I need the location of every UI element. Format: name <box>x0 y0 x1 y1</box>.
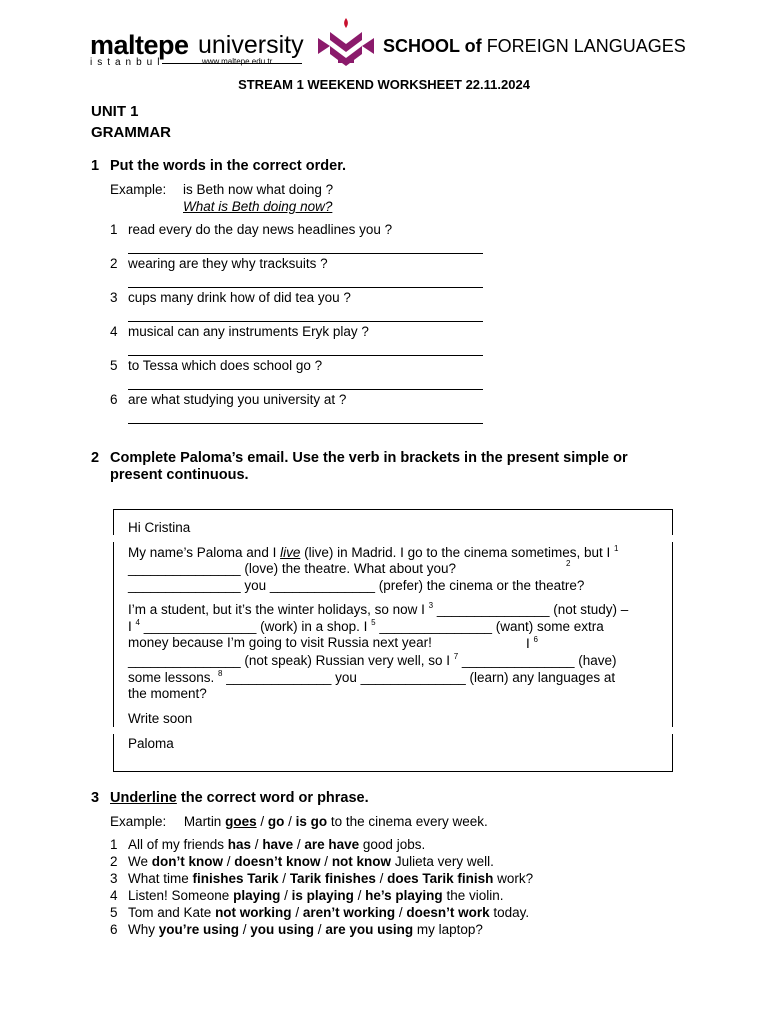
option[interactable]: don’t know <box>151 854 224 869</box>
logo-sub: university <box>198 31 304 59</box>
ex3-number: 3 <box>91 790 100 806</box>
ex3-title: Underline the correct word or phrase. <box>110 790 369 806</box>
ex1-number: 1 <box>91 158 100 174</box>
option[interactable]: not know <box>331 854 392 869</box>
option[interactable]: Tarik finishes <box>289 871 376 886</box>
email-closing: Write soon <box>128 711 193 726</box>
option[interactable]: is playing <box>291 888 354 903</box>
option[interactable]: doesn’t work <box>406 905 490 920</box>
example-answer-live: live <box>280 545 301 560</box>
ex1-example-question: is Beth now what doing ? <box>183 182 334 197</box>
logo-main: maltepe <box>90 30 189 60</box>
email-greeting: Hi Cristina <box>128 520 191 535</box>
option[interactable]: finishes Tarik <box>192 871 279 886</box>
maltepe-logo <box>90 30 310 70</box>
ex1-title: Put the words in the correct order. <box>110 158 347 174</box>
option[interactable]: are you using <box>325 922 414 937</box>
option[interactable]: has <box>227 837 252 852</box>
answer-line[interactable] <box>128 389 483 390</box>
option[interactable]: you using <box>250 922 315 937</box>
grammar-heading: GRAMMAR <box>91 124 171 141</box>
ex2-number: 2 <box>91 450 100 466</box>
option[interactable]: not working <box>215 905 292 920</box>
ex2-title-line2: present continuous. <box>110 467 249 483</box>
option[interactable]: he’s playing <box>365 888 443 903</box>
unit-heading: UNIT 1 <box>91 103 139 120</box>
ex2-title-line1: Complete Paloma’s email. Use the verb in brackets in the present simple or <box>110 450 628 466</box>
school-bold: SCHOOL of <box>383 36 482 56</box>
option[interactable]: doesn’t know <box>234 854 321 869</box>
school-rest: FOREIGN LANGUAGES <box>486 36 686 56</box>
answer-line[interactable] <box>128 423 483 424</box>
answer-line[interactable] <box>128 321 483 322</box>
ex1-example-label: Example: <box>110 182 167 197</box>
option[interactable]: aren’t working <box>302 905 396 920</box>
option[interactable]: are have <box>304 837 360 852</box>
logo-url: www.maltepe.edu.tr <box>202 57 273 66</box>
email-box: Hi Cristina My name’s Paloma and I live (live) in Madrid. I go to the cinema sometimes, but I $^1$ _______________ (love) the theatre. What about you? 2 _______________ you ______________ (prefer) the cinema or the theatre? I’m a student, but it’s the winter holidays, so now I $^3$ _______________ (not study) – I $^4$ _______________ (work) in a shop. I $^5$ _______________ (want) some extra money because I’m going to visit Russia next year! I $^6$ _______________ (not speak) Russian very well, so I $^7$ _______________ (have) some lessons. $^8$ ______________ you ______________ (learn) any languages at the moment? Write soon Paloma <box>113 509 673 772</box>
ex3-example: Example: Martin goes / go / is go to the cinema every week. <box>110 814 488 829</box>
answer-line[interactable] <box>128 253 483 254</box>
ex1-example-answer: What is Beth doing now? <box>183 199 333 214</box>
option[interactable]: playing <box>233 888 281 903</box>
option[interactable]: have <box>262 837 294 852</box>
option[interactable]: does Tarik finish <box>387 871 494 886</box>
worksheet-title: STREAM 1 WEEKEND WORKSHEET 22.11.2024 <box>238 77 530 92</box>
email-signature: Paloma <box>128 736 174 751</box>
school-name <box>383 36 686 57</box>
school-emblem-icon <box>316 16 376 68</box>
answer-line[interactable] <box>128 355 483 356</box>
answer-line[interactable] <box>128 287 483 288</box>
logo-city: istanbul <box>90 57 165 68</box>
option[interactable]: you’re using <box>158 922 240 937</box>
